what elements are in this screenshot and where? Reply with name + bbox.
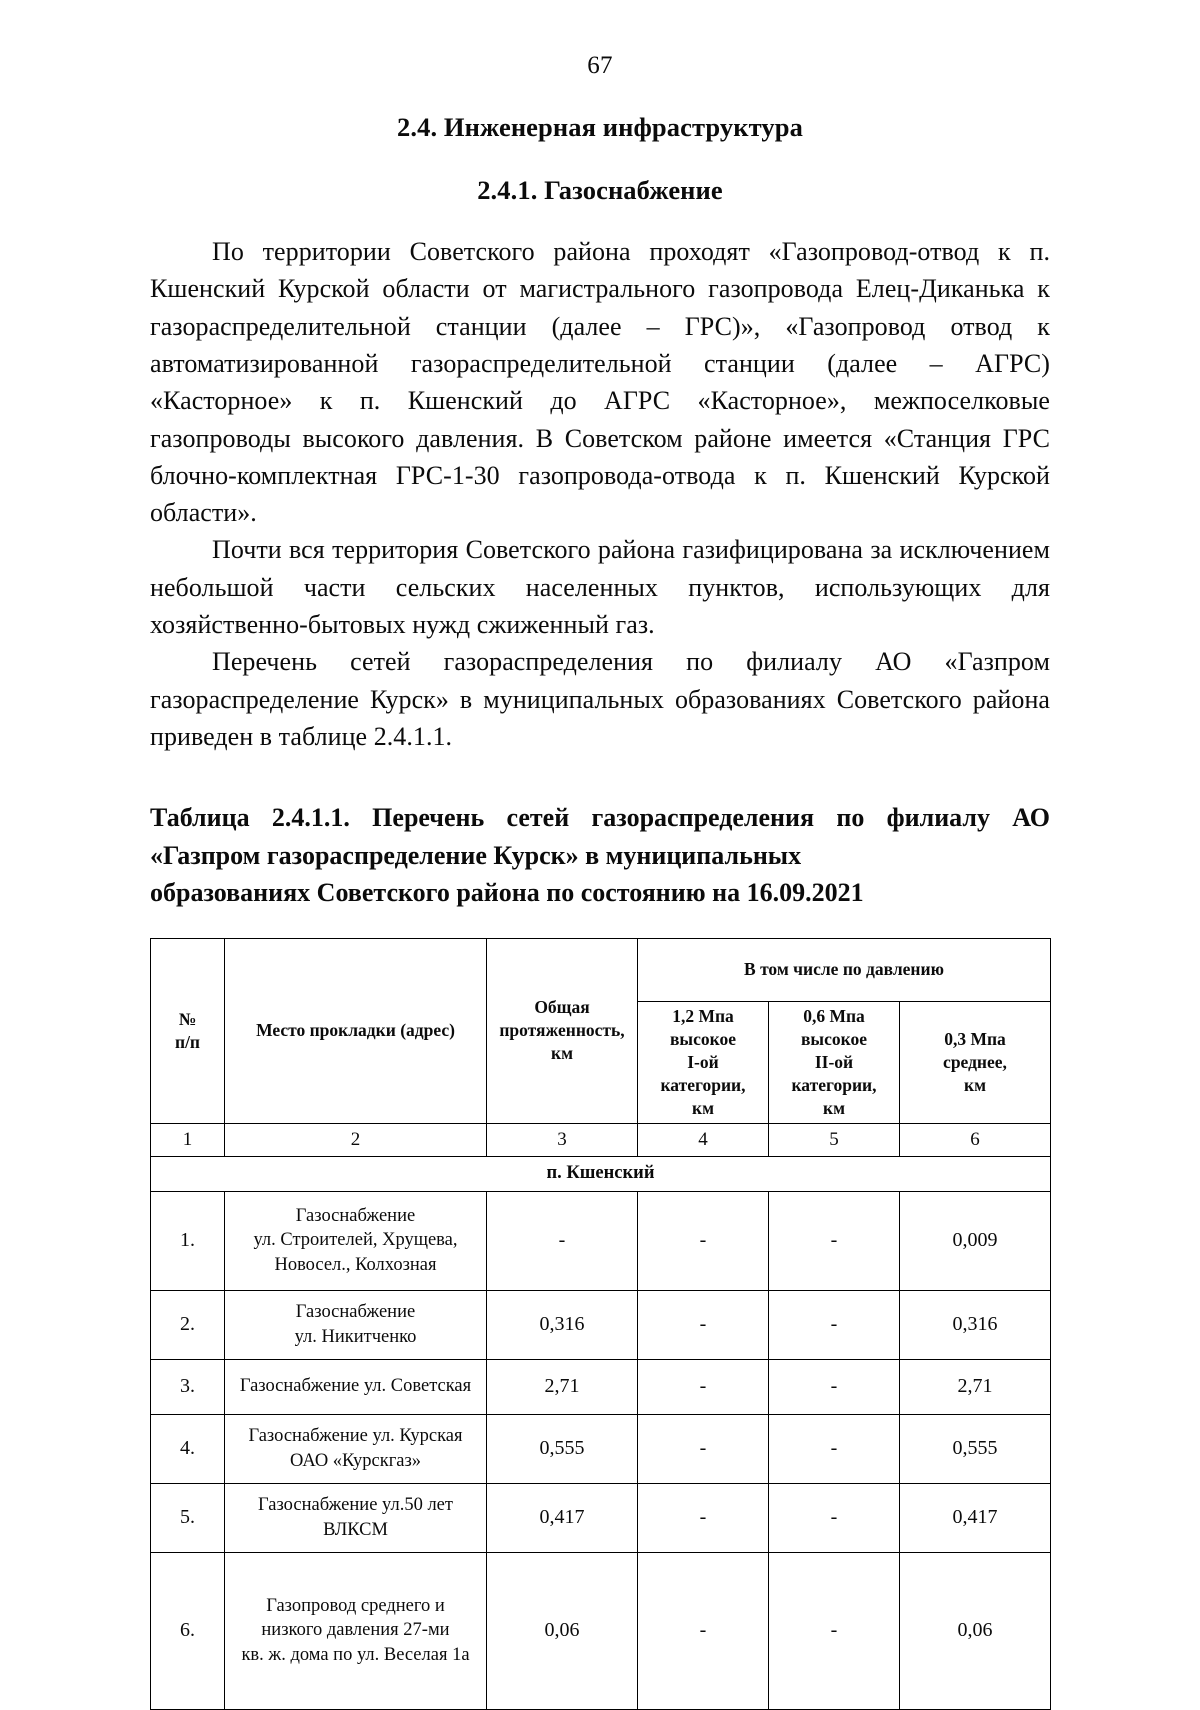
paragraph-1: По территории Советского района проходят «Газопровод-отвод к п. Кшенский Курской области от магистрального газопровода Елец-Диканька к газораспределительной станции (далее – ГРС)», «Газопровод отвод к автоматизированной газораспределительной станции (далее – АГРС) «Касторное» к п. Кшенский до АГРС «Касторное», межпоселковые газопроводы высокого давления. В Советском районе имеется «Станция ГРС блочно-комплектная ГРС-1-30 газопровода-отвода к п. Кшенский Курской области». (150, 237, 1050, 528)
column-number-6: 6 (900, 1123, 1051, 1156)
row-index: 1. (151, 1191, 225, 1290)
header-row-number-line2: п/п (174, 1031, 201, 1052)
header-p12-line5: км (691, 1097, 714, 1118)
table-column-number-row (151, 1123, 1051, 1156)
column-number-2: 2 (225, 1123, 487, 1156)
row-pressure-1-2: - (638, 1552, 769, 1709)
row-total-length: 0,417 (487, 1483, 638, 1552)
header-p03-line2: среднее, (943, 1051, 1007, 1072)
table-caption-last-line: образованиях Советского района по состоянию на 16.09.2021 (150, 878, 864, 908)
table-row (151, 1552, 1051, 1709)
row-index: 2. (151, 1290, 225, 1359)
header-row-number (151, 938, 225, 1123)
header-p06-line3: II-ой (814, 1051, 854, 1072)
row-place (225, 1483, 487, 1552)
paragraph-3: Перечень сетей газораспределения по филиалу АО «Газпром газораспределение Курск» в муниципальных образованиях Советского района приведен в таблице 2.4.1.1. (150, 647, 1050, 751)
row-place (225, 1414, 487, 1483)
header-pressure-1-2-mpa (638, 1001, 769, 1123)
row-pressure-0-6: - (769, 1414, 900, 1483)
row-index: 3. (151, 1359, 225, 1414)
header-pressure-0-6-mpa (769, 1001, 900, 1123)
row-pressure-0-3: 0,316 (900, 1290, 1051, 1359)
row-pressure-0-3: 0,555 (900, 1414, 1051, 1483)
table-row (151, 1483, 1051, 1552)
header-p06-line4: категории, (791, 1074, 877, 1095)
row-place-line: ВЛКСМ (323, 1519, 388, 1540)
table-header-row-1 (151, 938, 1051, 1001)
row-pressure-1-2: - (638, 1483, 769, 1552)
row-place-line: ул. Никитченко (294, 1326, 417, 1347)
header-total-line2: протяженность, (499, 1020, 625, 1041)
row-pressure-1-2: - (638, 1414, 769, 1483)
row-place (225, 1290, 487, 1359)
header-p12-line4: категории, (660, 1074, 746, 1095)
table-row (151, 1359, 1051, 1414)
column-number-5: 5 (769, 1123, 900, 1156)
paragraph-2: Почти вся территория Советского района газифицирована за исключением небольшой части сельских населенных пунктов, использующих для хозяйственно-бытовых нужд сжиженный газ. (150, 535, 1050, 639)
row-pressure-0-3: 0,06 (900, 1552, 1051, 1709)
row-pressure-0-3: 0,417 (900, 1483, 1051, 1552)
row-index: 4. (151, 1414, 225, 1483)
header-p12-line2: высокое (669, 1028, 736, 1049)
subsection-title: 2.4.1. Газоснабжение (477, 175, 723, 206)
table-row (151, 1290, 1051, 1359)
page-number: 67 (587, 52, 613, 79)
row-place-line: Газоснабжение (295, 1302, 416, 1322)
row-total-length: - (487, 1191, 638, 1290)
row-pressure-1-2: - (638, 1359, 769, 1414)
row-total-length: 0,555 (487, 1414, 638, 1483)
header-p06-line5: км (822, 1097, 845, 1118)
row-place-line: Газопровод среднего и (266, 1595, 445, 1616)
row-total-length: 0,06 (487, 1552, 638, 1709)
row-place-line: Новосел., Колхозная (274, 1255, 437, 1276)
row-pressure-0-3: 2,71 (900, 1359, 1051, 1414)
row-pressure-0-6: - (769, 1359, 900, 1414)
row-place-line: низкого давления 27-ми (261, 1620, 450, 1641)
header-group-by-pressure: В том числе по давлению (638, 938, 1051, 1001)
row-pressure-0-6: - (769, 1483, 900, 1552)
table-row (151, 1191, 1051, 1290)
row-index: 6. (151, 1552, 225, 1709)
header-p06-line2: высокое (800, 1028, 867, 1049)
row-place (225, 1191, 487, 1290)
table-body (151, 1156, 1051, 1709)
row-place-line: ОАО «Курскгаз» (289, 1450, 422, 1471)
row-pressure-0-3: 0,009 (900, 1191, 1051, 1290)
header-total-length (487, 938, 638, 1123)
column-number-3: 3 (487, 1123, 638, 1156)
row-total-length: 0,316 (487, 1290, 638, 1359)
column-number-1: 1 (151, 1123, 225, 1156)
row-pressure-0-6: - (769, 1552, 900, 1709)
row-place-line: Газоснабжение ул. Курская (248, 1426, 463, 1446)
table-caption (150, 799, 1050, 911)
table-row (151, 1414, 1051, 1483)
table-region-row (151, 1156, 1051, 1191)
row-pressure-0-6: - (769, 1191, 900, 1290)
row-place-line: Газоснабжение ул.50 лет (258, 1495, 453, 1515)
header-p06-line1: 0,6 Мпа (803, 1005, 865, 1026)
gas-distribution-table (150, 938, 1051, 1710)
row-place-line: Газоснабжение (295, 1205, 416, 1226)
row-index: 5. (151, 1483, 225, 1552)
row-place-line: кв. ж. дома по ул. Веселая 1а (241, 1645, 470, 1666)
table-header (151, 938, 1051, 1156)
header-place: Место прокладки (адрес) (225, 938, 487, 1123)
row-total-length: 2,71 (487, 1359, 638, 1414)
section-title: 2.4. Инженерная инфраструктура (397, 111, 803, 142)
header-p03-line1: 0,3 Мпа (944, 1028, 1006, 1049)
table-caption-main: Таблица 2.4.1.1. Перечень сетей газораспределения по филиалу АО «Газпром газораспределение Курск» в муниципальных (150, 803, 1050, 870)
header-p12-line3: I-ой (687, 1051, 719, 1072)
row-place-line: Газоснабжение ул. Советская (239, 1376, 472, 1397)
header-p03-line3: км (963, 1074, 986, 1095)
row-pressure-1-2: - (638, 1191, 769, 1290)
header-total-line3: км (550, 1043, 573, 1064)
header-row-number-line1: № (178, 1008, 197, 1029)
row-pressure-1-2: - (638, 1290, 769, 1359)
region-label: п. Кшенский (151, 1156, 1051, 1191)
row-place (225, 1359, 487, 1414)
header-pressure-0-3-mpa (900, 1001, 1051, 1123)
row-place-line: ул. Строителей, Хрущева, (253, 1230, 458, 1251)
row-place (225, 1552, 487, 1709)
row-pressure-0-6: - (769, 1290, 900, 1359)
header-p12-line1: 1,2 Мпа (672, 1005, 734, 1026)
column-number-4: 4 (638, 1123, 769, 1156)
header-total-line1: Общая (534, 997, 590, 1018)
